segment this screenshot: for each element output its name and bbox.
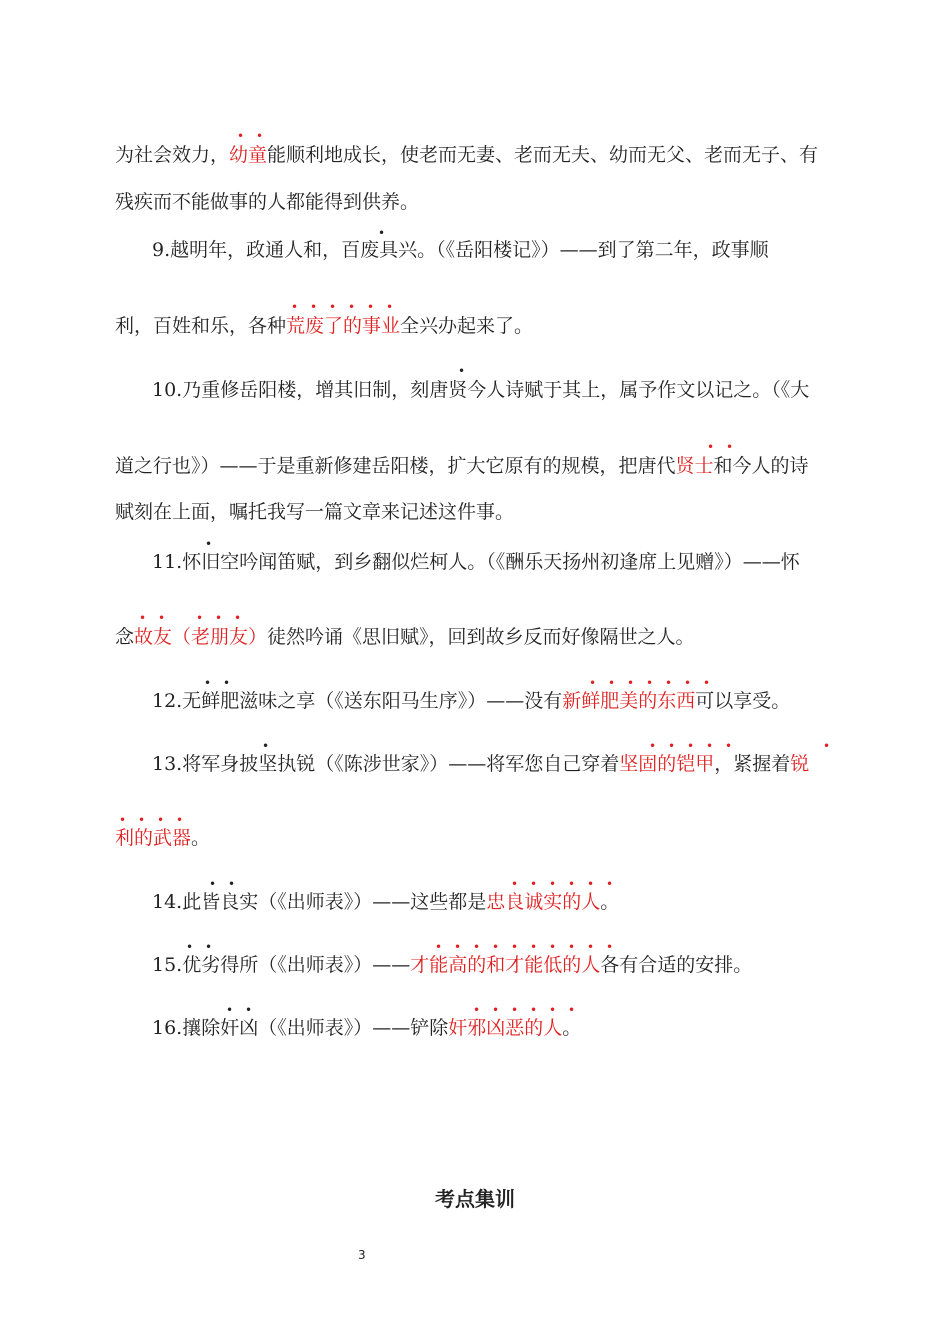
text-segment: 13.将军身披坚执锐（《陈涉世家》）——将军您自己穿着	[152, 753, 620, 775]
highlighted-text: 新鲜肥美的东西	[562, 690, 696, 712]
emphasis-dot: •	[205, 940, 213, 954]
emphasis-dot: •	[530, 940, 538, 954]
highlighted-text: 坚固的铠甲	[619, 753, 715, 775]
highlighted-text: 贤士	[675, 455, 714, 477]
text-line-5	[152, 378, 809, 402]
emphasis-dot: •	[568, 1003, 576, 1017]
emphasis-dot: •	[568, 877, 576, 891]
text-segment: 11.怀旧空吟闻笛赋，到乡翻似烂柯人。（《酬乐天扬州初逢席上见赠》）——怀	[152, 551, 800, 573]
text-segment: 为社会效力，	[115, 144, 230, 166]
emphasis-dot: •	[668, 739, 676, 753]
text-line-2	[115, 190, 419, 214]
text-segment: 16.攘除奸凶（《出师表》）——铲除	[152, 1017, 449, 1039]
emphasis-dot: •	[367, 300, 375, 314]
emphasis-dot: •	[215, 611, 223, 625]
text-line-7	[115, 500, 514, 524]
emphasis-dot: •	[608, 676, 616, 690]
emphasis-dot: •	[587, 877, 595, 891]
emphasis-dot: •	[473, 940, 481, 954]
text-line-4	[115, 314, 533, 338]
emphasis-dot: •	[492, 1003, 500, 1017]
emphasis-dot: •	[725, 739, 733, 753]
highlighted-text: 利的武器	[115, 827, 192, 849]
text-line-11	[152, 752, 809, 776]
emphasis-dot: •	[687, 739, 695, 753]
text-segment: 可以享受。	[695, 690, 791, 712]
emphasis-dot: •	[530, 1003, 538, 1017]
emphasis-dot: •	[587, 940, 595, 954]
emphasis-dot: •	[262, 739, 270, 753]
highlighted-text: 奸邪凶恶的人	[448, 1017, 563, 1039]
text-line-6	[115, 454, 809, 478]
emphasis-dot: •	[378, 226, 386, 240]
text-segment: 徒然吟诵《思旧赋》，回到故乡反而好像隔世之人。	[267, 626, 695, 648]
emphasis-dot: •	[511, 877, 519, 891]
emphasis-dot: •	[703, 676, 711, 690]
highlighted-text: 才能高的和才能低的人	[410, 954, 601, 976]
emphasis-dot: •	[204, 676, 212, 690]
emphasis-dot: •	[589, 676, 597, 690]
emphasis-dot: •	[138, 813, 146, 827]
emphasis-dot: •	[348, 300, 356, 314]
emphasis-dot: •	[549, 1003, 557, 1017]
emphasis-dot: •	[549, 940, 557, 954]
text-line-1	[115, 143, 818, 167]
highlighted-text: 忠良诚实的人	[486, 891, 601, 913]
emphasis-dot: •	[186, 940, 194, 954]
text-segment: 。	[191, 827, 211, 849]
emphasis-dot: •	[726, 440, 734, 454]
emphasis-dot: •	[684, 676, 692, 690]
text-segment: ，紧握着	[714, 753, 791, 775]
emphasis-dot: •	[511, 940, 519, 954]
emphasis-dot: •	[492, 940, 500, 954]
text-segment: 念	[115, 626, 135, 648]
emphasis-dot: •	[158, 611, 166, 625]
text-segment: 道之行也》）——于是重新修建岳阳楼，扩大它原有的规模，把唐代	[115, 455, 676, 477]
emphasis-dot: •	[823, 739, 831, 753]
text-segment: 赋刻在上面，嘱托我写一篇文章来记述这件事。	[115, 501, 515, 523]
text-segment: 9.越明年，政通人和，百废具兴。（《岳阳楼记》）——到了第二年，政事顺	[152, 239, 769, 261]
emphasis-dot: •	[205, 537, 213, 551]
emphasis-dot: •	[234, 611, 242, 625]
emphasis-dot: •	[139, 611, 147, 625]
emphasis-dot: •	[119, 813, 127, 827]
emphasis-dot: •	[473, 1003, 481, 1017]
emphasis-dot: •	[511, 1003, 519, 1017]
highlighted-text: 锐	[790, 753, 810, 775]
emphasis-dot: •	[707, 440, 715, 454]
emphasis-dot: •	[649, 739, 657, 753]
emphasis-dot: •	[458, 364, 466, 378]
emphasis-dot: •	[549, 877, 557, 891]
emphasis-dot: •	[627, 676, 635, 690]
text-line-13	[152, 890, 619, 914]
text-segment: 利，百姓和乐，各种	[115, 315, 287, 337]
text-segment: 。	[600, 891, 620, 913]
emphasis-dot: •	[237, 129, 245, 143]
text-segment: 15.优劣得所（《出师表》）——	[152, 954, 411, 976]
text-segment: 残疾而不能做事的人都能得到供养。	[115, 191, 420, 213]
emphasis-dot: •	[606, 877, 614, 891]
emphasis-dot: •	[196, 611, 204, 625]
text-segment: 各有合适的安排。	[600, 954, 753, 976]
text-line-15	[152, 1016, 581, 1040]
text-segment: 14.此皆良实（《出师表》）——这些都是	[152, 891, 487, 913]
emphasis-dot: •	[310, 300, 318, 314]
text-line-12	[115, 826, 210, 850]
text-segment: 和今人的诗	[713, 455, 809, 477]
text-line-8	[152, 550, 800, 574]
emphasis-dot: •	[646, 676, 654, 690]
emphasis-dot: •	[329, 300, 337, 314]
emphasis-dot: •	[226, 1003, 234, 1017]
page-number: 3	[358, 1248, 366, 1262]
emphasis-dot: •	[386, 300, 394, 314]
emphasis-dot: •	[176, 813, 184, 827]
emphasis-dot: •	[530, 877, 538, 891]
emphasis-dot: •	[291, 300, 299, 314]
text-line-9	[115, 625, 695, 649]
emphasis-dot: •	[223, 676, 231, 690]
emphasis-dot: •	[606, 940, 614, 954]
emphasis-dot: •	[435, 940, 443, 954]
text-segment: 10.乃重修岳阳楼，增其旧制，刻唐贤今人诗赋于其上，属予作文以记之。（《大	[152, 379, 810, 401]
highlighted-text: 故友（老朋友）	[134, 626, 268, 648]
emphasis-dot: •	[706, 739, 714, 753]
text-segment: 能顺利地成长，使老而无妻、老而无夫、幼而无父、老而无子、有	[267, 144, 819, 166]
emphasis-dot: •	[665, 676, 673, 690]
emphasis-dot: •	[209, 877, 217, 891]
emphasis-dot: •	[157, 813, 165, 827]
highlighted-text: 幼童	[229, 144, 268, 166]
text-line-14	[152, 953, 752, 977]
emphasis-dot: •	[454, 940, 462, 954]
section-heading: 考点集训	[435, 1187, 515, 1211]
highlighted-text: 荒废了的事业	[286, 315, 401, 337]
text-line-3	[152, 238, 769, 262]
emphasis-dot: •	[245, 1003, 253, 1017]
text-segment: 全兴办起来了。	[400, 315, 534, 337]
text-segment: 12.无鲜肥滋味之享（《送东阳马生序》）——没有	[152, 690, 563, 712]
emphasis-dot: •	[228, 877, 236, 891]
text-line-10	[152, 689, 790, 713]
text-segment: 。	[562, 1017, 582, 1039]
emphasis-dot: •	[256, 129, 264, 143]
emphasis-dot: •	[568, 940, 576, 954]
